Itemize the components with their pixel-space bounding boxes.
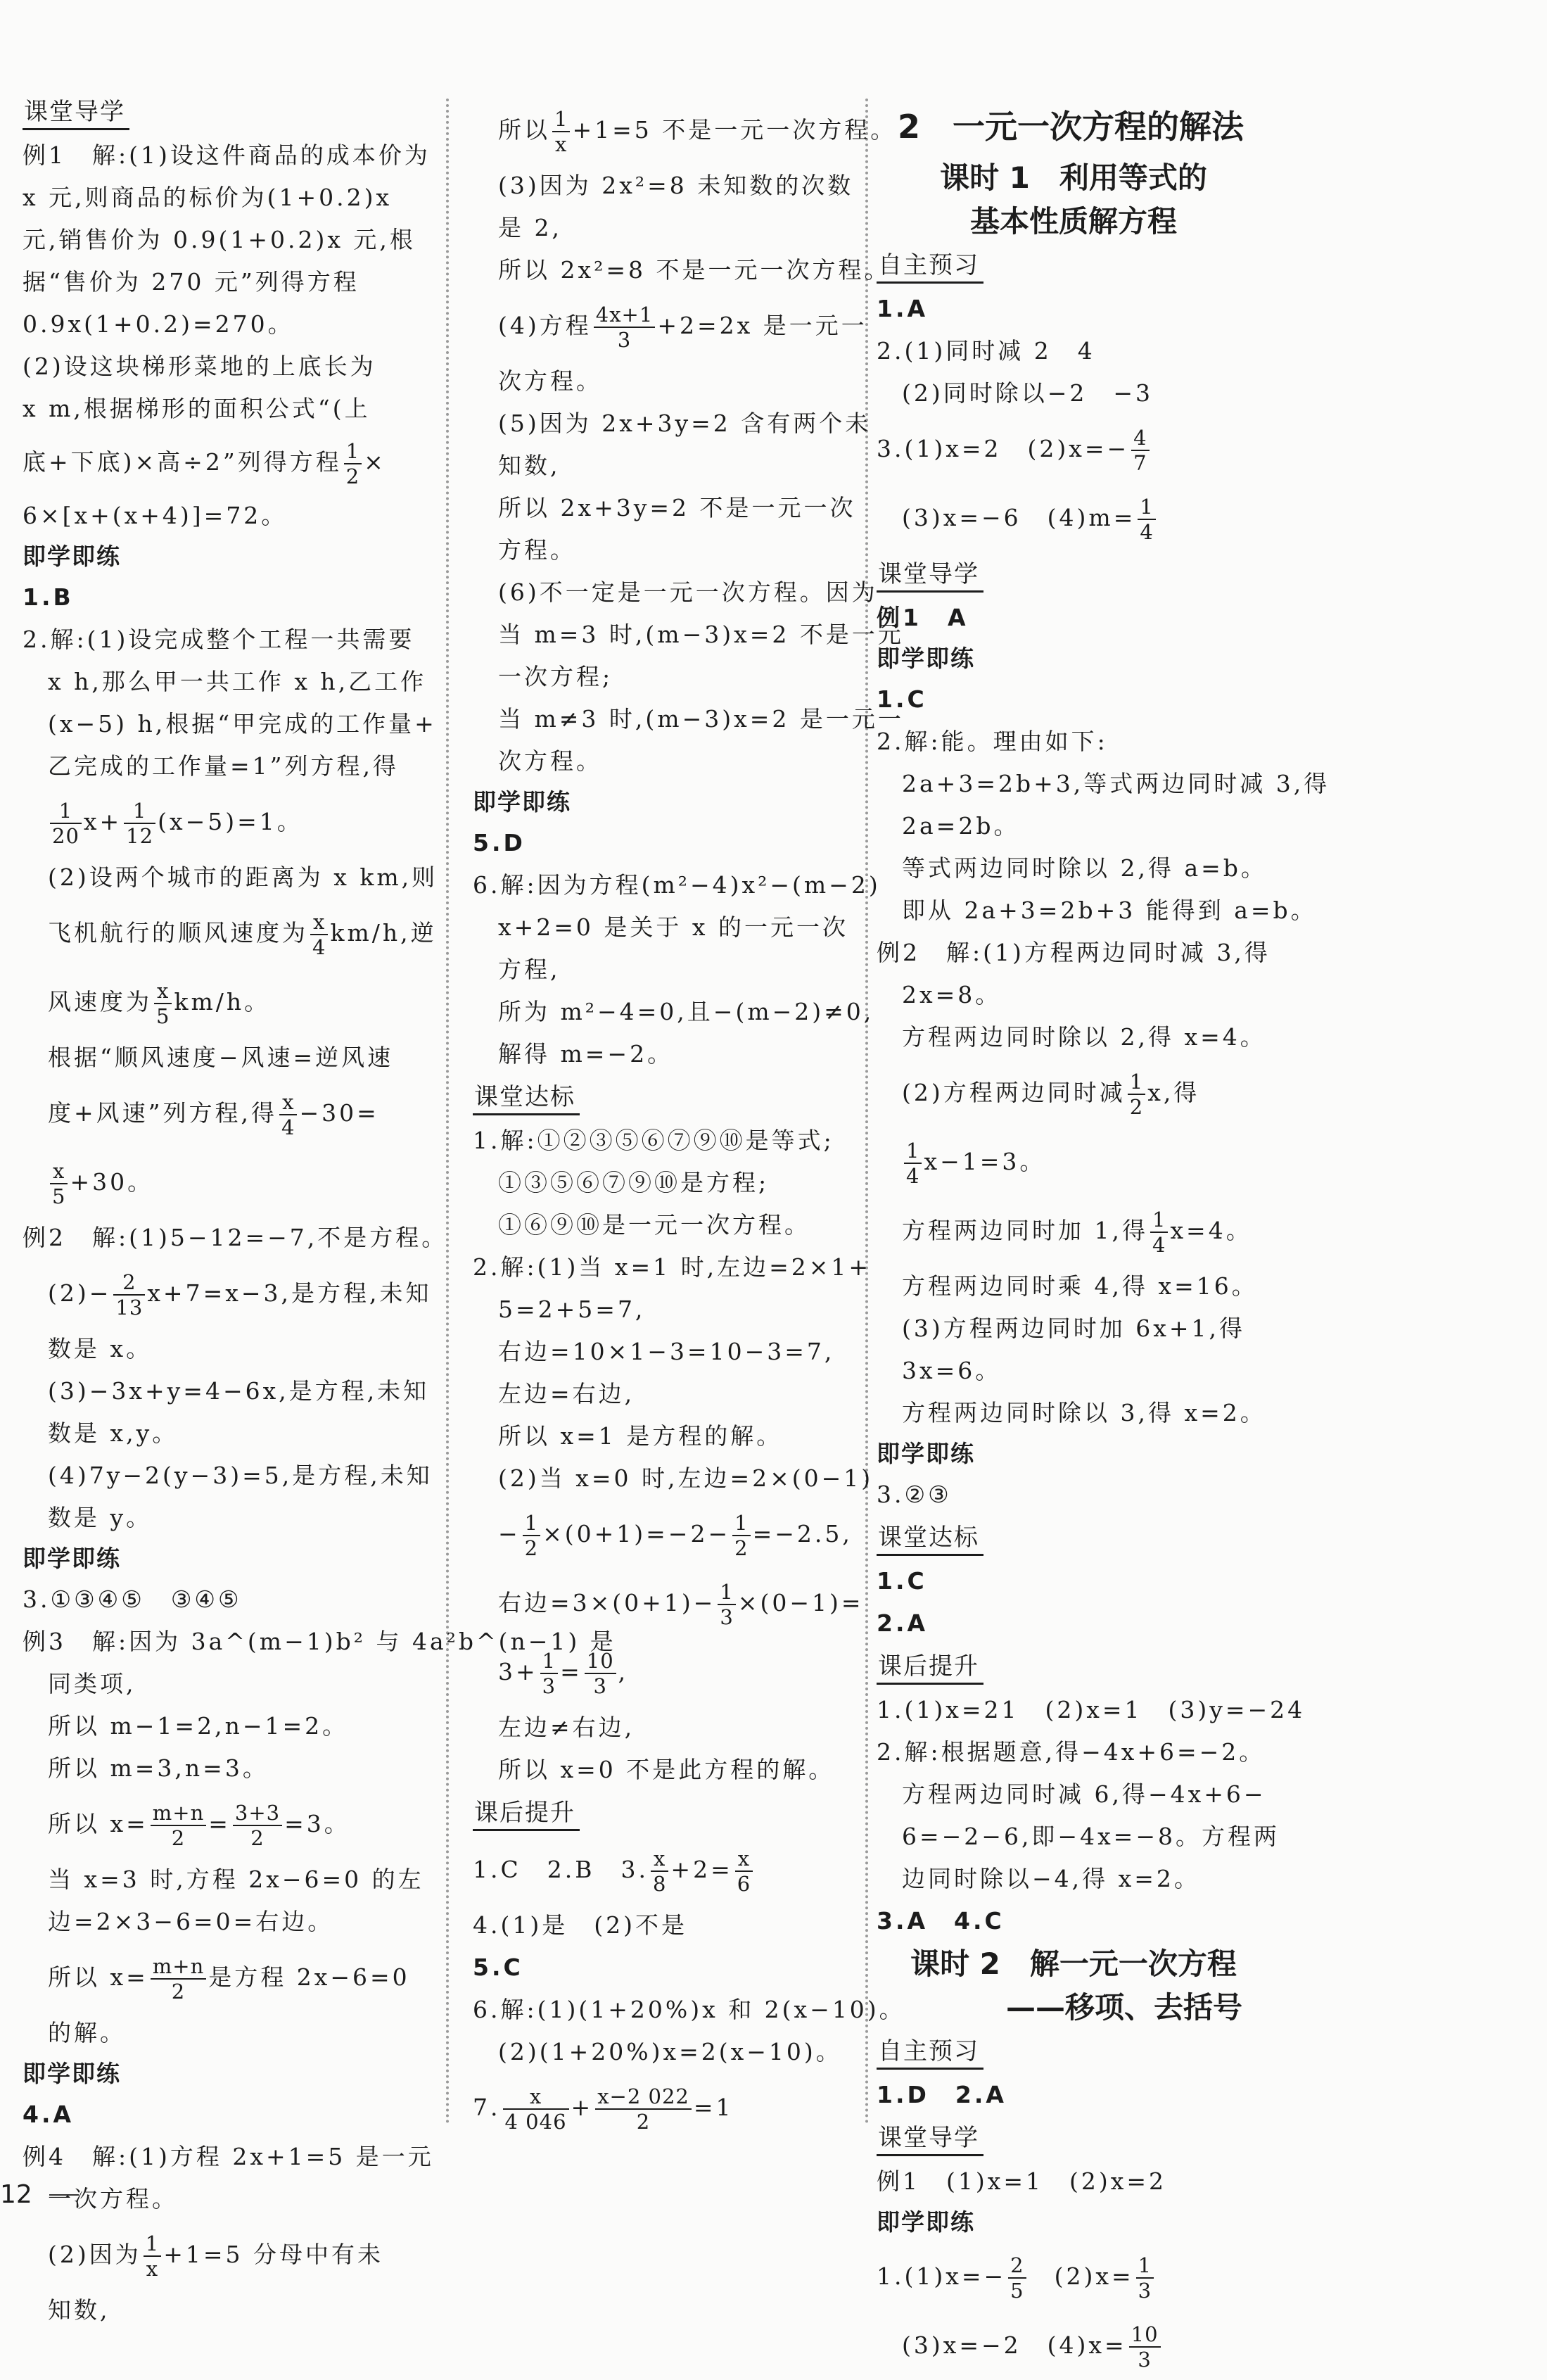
subsection-heading: 即学即练 xyxy=(877,2208,975,2236)
text-line: (3)−3x+y=4−6x,是方程,未知 xyxy=(48,1377,430,1405)
text-line: 即从 2a+3=2b+3 能得到 a=b。 xyxy=(902,897,1317,924)
text-line: 一次方程; xyxy=(498,663,613,690)
lesson-title: 课时 2 解一元一次方程 xyxy=(910,1947,1237,1981)
text-line: 知数, xyxy=(48,2296,110,2324)
fraction: $\frac{4}{7}$ xyxy=(1131,426,1149,475)
text-line: 所以 2x²=8 不是一元一次方程。 xyxy=(498,256,891,284)
subsection-heading: 即学即练 xyxy=(473,788,571,816)
text-line: 底+下底)×高÷2”列得方程 $\frac{1}{2}$ × xyxy=(23,439,386,488)
text-line: 的解。 xyxy=(48,2019,126,2046)
text-line: $\frac{1}{20}$ x+ $\frac{1}{12}$ (x−5)=1。 xyxy=(23,787,429,856)
subsection-heading: 即学即练 xyxy=(877,1440,975,1467)
answer-line: 1.C xyxy=(877,685,927,713)
text-line: (3)x=−2 (4)x= $\frac{10}{3}$ xyxy=(877,2311,1271,2380)
text-line: 2.解:能。理由如下: xyxy=(877,728,1108,755)
text-line: (2)当 x=0 时,左边=2×(0−1) xyxy=(498,1464,874,1492)
text-line: 所以 m−1=2,n−1=2。 xyxy=(48,1712,349,1740)
text-line: 6×[x+(x+4)]=72。 xyxy=(23,502,288,529)
text-line: 数是 x。 xyxy=(48,1335,153,1362)
text-line: 2.解:(1)设完成整个工程一共需要 xyxy=(23,626,415,653)
fraction: $\frac{1}{20}$ xyxy=(50,799,82,848)
text-line: ①⑥⑨⑩是一元一次方程。 xyxy=(498,1211,810,1239)
text-line: 等式两边同时除以 2,得 a=b。 xyxy=(902,854,1267,882)
text-line: (6)不一定是一元一次方程。因为 xyxy=(498,578,878,606)
text-line: (4)方程 $\frac{4x+1}{3}$ +2=2x 是一元一 xyxy=(498,303,867,352)
text-line: 所以 x= $\frac{m+n}{2}$ 是方程 2x−6=0 xyxy=(48,1954,410,2004)
text-line: 方程两边同时除以 2,得 x=4。 xyxy=(902,1023,1266,1051)
text-line: 度+风速”列方程,得 $\frac{x}{4}$ −30= xyxy=(48,1090,379,1139)
fraction: $\frac{1}{3}$ xyxy=(540,1649,558,1698)
subsection-heading: 即学即练 xyxy=(877,645,975,672)
lesson-subtitle: ——移项、去括号 xyxy=(1005,1990,1242,2025)
fraction: $\frac{x}{5}$ xyxy=(154,979,172,1028)
text-line: 乙完成的工作量=1”列方程,得 xyxy=(48,752,400,780)
text-line: ①③⑤⑥⑦⑨⑩是方程; xyxy=(498,1169,770,1196)
text-line: (3)x=−6 (4)m= $\frac{1}{4}$ xyxy=(877,483,1271,552)
section-heading: 课堂导学 xyxy=(23,96,129,130)
text-line: 2.解:(1)当 x=1 时,左边=2×1+ xyxy=(473,1253,872,1281)
text-line: 6.解:因为方程(m²−4)x²−(m−2) xyxy=(473,871,881,899)
text-line: (2)设两个城市的距离为 x km,则 xyxy=(48,863,438,891)
fraction: $\frac{1}{4}$ xyxy=(1150,1208,1168,1257)
section-heading: 课堂达标 xyxy=(473,1081,580,1115)
fraction: $\frac{1}{2}$ xyxy=(1128,1070,1145,1119)
fraction: $\frac{1}{x}$ xyxy=(552,107,570,156)
text-line: (2)− $\frac{2}{13}$ x+7=x−3,是方程,未知 xyxy=(48,1270,432,1319)
fraction: $\frac{x}{5}$ xyxy=(50,1159,68,1208)
text-line: 方程两边同时乘 4,得 x=16。 xyxy=(902,1272,1258,1300)
answer-line: 1.C xyxy=(877,1567,927,1595)
section-heading: 自主预习 xyxy=(877,2035,983,2070)
text-line: 方程。 xyxy=(498,536,576,564)
answer-line: 例1 A xyxy=(877,604,969,631)
fraction: $\frac{1}{2}$ xyxy=(523,1511,540,1560)
text-line: $\frac{x}{5}$ +30。 xyxy=(23,1148,429,1217)
text-line: 所以 x=0 不是此方程的解。 xyxy=(498,1756,835,1783)
text-line: 边=2×3−6=0=右边。 xyxy=(48,1908,334,1935)
page-number: 12 xyxy=(0,2180,32,2209)
section-heading: 课堂导学 xyxy=(877,2122,983,2156)
fraction: $\frac{1}{4}$ xyxy=(904,1139,922,1188)
fraction: $\frac{m+n}{2}$ xyxy=(151,1954,206,2004)
text-line: (2)因为 $\frac{1}{x}$ +1=5 分母中有未 xyxy=(48,2232,383,2281)
text-line: 边同时除以−4,得 x=2。 xyxy=(902,1865,1200,1892)
text-line: 元,销售价为 0.9(1+0.2)x 元,根 xyxy=(23,226,416,253)
text-line: 同类项, xyxy=(48,1670,136,1697)
text-line: 6.解:(1)(1+20%)x 和 2(x−10)。 xyxy=(473,1996,905,2023)
text-line: 左边≠右边, xyxy=(498,1714,635,1741)
text-line: 知数, xyxy=(498,452,561,479)
text-line: 数是 x,y。 xyxy=(48,1419,179,1447)
section-heading: 课后提升 xyxy=(473,1797,580,1831)
subsection-heading: 即学即练 xyxy=(23,1545,121,1572)
text-line: 所以 m=3,n=3。 xyxy=(48,1754,269,1782)
text-line: 2.(1)同时减 2 4 xyxy=(877,337,1095,365)
text-line: 据“售价为 270 元”列得方程 xyxy=(23,268,359,296)
text-line: 方程两边同时减 6,得−4x+6− xyxy=(902,1780,1266,1808)
fraction: $\frac{10}{3}$ xyxy=(1129,2322,1161,2372)
fraction: $\frac{2}{5}$ xyxy=(1008,2253,1026,2303)
fraction: $\frac{2}{13}$ xyxy=(113,1270,145,1319)
text-line: 2.解:根据题意,得−4x+6=−2。 xyxy=(877,1738,1266,1766)
answer-line: 2.A xyxy=(877,1609,929,1637)
column-divider-left xyxy=(446,99,449,2125)
text-line: 当 m≠3 时,(m−3)x=2 是一元一 xyxy=(498,705,904,733)
text-line: 是 2, xyxy=(498,214,562,241)
text-line: 所为 m²−4=0,且−(m−2)≠0, xyxy=(498,998,874,1025)
fraction: $\frac{1}{3}$ xyxy=(718,1580,735,1629)
fraction: $\frac{x-2 022}{2}$ xyxy=(595,2084,692,2134)
answer-line: 3.②③ xyxy=(877,1481,952,1508)
text-line: 方程两边同时加 1,得 $\frac{1}{4}$ x=4。 xyxy=(902,1208,1252,1257)
text-line: (2)设这块梯形菜地的上底长为 xyxy=(23,353,376,380)
text-line: 解得 m=−2。 xyxy=(498,1040,674,1068)
text-line: 0.9x(1+0.2)=270。 xyxy=(23,310,294,338)
text-line: (5)因为 2x+3y=2 含有两个未 xyxy=(498,410,872,437)
text-line: (2)同时除以−2 −3 xyxy=(902,379,1154,407)
answer-line: 1.D 2.A xyxy=(877,2081,1007,2108)
text-line: 1.(1)x=− $\frac{2}{5}$ (2)x= $\frac{1}{3}$ xyxy=(877,2242,1271,2311)
text-line: (2)(1+20%)x=2(x−10)。 xyxy=(498,2038,842,2065)
answer-column-3 xyxy=(877,96,1330,2380)
text-line: 所以 2x+3y=2 不是一元一次 xyxy=(498,494,856,521)
section-heading: 课堂达标 xyxy=(877,1521,983,1556)
text-line: 例3 解:因为 3a^(m−1)b² 与 4a²b^(n−1) 是 xyxy=(23,1628,616,1655)
fraction: $\frac{x}{8}$ xyxy=(651,1847,668,1896)
text-line: 1.C 2.B 3. $\frac{x}{8}$ +2= $\frac{x}{6}$ xyxy=(473,1835,861,1904)
text-line: 2x=8。 xyxy=(902,981,1002,1008)
text-line: x 元,则商品的标价为(1+0.2)x xyxy=(23,184,393,211)
section-heading: 自主预习 xyxy=(877,249,983,284)
section-heading: 课后提升 xyxy=(877,1650,983,1685)
subsection-heading: 即学即练 xyxy=(23,2060,121,2087)
text-line: 方程两边同时除以 3,得 x=2。 xyxy=(902,1399,1266,1426)
fraction: $\frac{x}{4 046}$ xyxy=(503,2084,569,2134)
text-line: (3)方程两边同时加 6x+1,得 xyxy=(902,1315,1245,1342)
answer-line: 3.①③④⑤ ③④⑤ xyxy=(23,1585,242,1613)
subsection-heading: 即学即练 xyxy=(23,543,121,570)
page-number-dash xyxy=(49,2194,79,2196)
text-line: 5=2+5=7, xyxy=(498,1296,646,1323)
fraction: $\frac{1}{4}$ xyxy=(1138,495,1155,544)
text-line: $\frac{1}{4}$ x−1=3。 xyxy=(877,1127,1271,1196)
lesson-title: 课时 1 利用等式的 xyxy=(940,160,1207,195)
text-line: − $\frac{1}{2}$ ×(0+1)=−2− $\frac{1}{2}$ =−2.5, xyxy=(498,1511,853,1560)
text-line: x+2=0 是关于 x 的一元一次 xyxy=(498,913,848,941)
section-heading: 课堂导学 xyxy=(877,558,983,593)
text-line: 所以 x=1 是方程的解。 xyxy=(498,1422,783,1450)
text-line: x m,根据梯形的面积公式“(上 xyxy=(23,395,371,422)
text-line: 例1 解:(1)设这件商品的成本价为 xyxy=(23,141,431,169)
text-line: 右边=3×(0+1)− $\frac{1}{3}$ ×(0−1)= xyxy=(498,1580,864,1629)
text-line: 次方程。 xyxy=(498,367,602,395)
fraction: $\frac{1}{2}$ xyxy=(732,1511,750,1560)
text-line: 7. $\frac{x}{4 046}$ + $\frac{x-2 022}{2}$ =1 xyxy=(473,2084,734,2134)
fraction: $\frac{x}{4}$ xyxy=(279,1090,297,1139)
fraction: $\frac{4x+1}{3}$ xyxy=(594,303,656,352)
text-line: 飞机航行的顺风速度为 $\frac{x}{4}$ km/h,逆 xyxy=(48,910,437,959)
text-line: 一次方程。 xyxy=(48,2185,178,2213)
text-line: 例4 解:(1)方程 2x+1=5 是一元 xyxy=(23,2143,434,2170)
text-line: 方程, xyxy=(498,956,561,983)
fraction: $\frac{3+3}{2}$ xyxy=(233,1801,282,1850)
fraction: $\frac{1}{x}$ xyxy=(144,2232,161,2281)
answer-line: 4.A xyxy=(23,2101,75,2128)
text-line: 当 x=3 时,方程 2x−6=0 的左 xyxy=(48,1866,424,1893)
text-line: 4.(1)是 (2)不是 xyxy=(473,1911,687,1939)
text-line: 当 m=3 时,(m−3)x=2 不是一元 xyxy=(498,621,904,648)
lesson-title: 基本性质解方程 xyxy=(969,204,1177,239)
answer-line: 3.A 4.C xyxy=(877,1907,1005,1935)
text-line: 例2 解:(1)方程两边同时减 3,得 xyxy=(877,939,1271,966)
text-line: x h,那么甲一共工作 x h,乙工作 xyxy=(48,668,427,695)
text-line: 3+ $\frac{1}{3}$ = $\frac{10}{3}$ , xyxy=(498,1649,629,1698)
text-line: 根据“顺风速度−风速=逆风速 xyxy=(48,1044,394,1071)
text-line: (x−5) h,根据“甲完成的工作量+ xyxy=(48,710,437,738)
text-line: 数是 y。 xyxy=(48,1504,153,1531)
fraction: $\frac{m+n}{2}$ xyxy=(151,1801,206,1850)
answer-line: 1.A xyxy=(877,295,929,322)
text-line: 1.解:①②③⑤⑥⑦⑨⑩是等式; xyxy=(473,1127,834,1154)
text-line: 左边=右边, xyxy=(498,1380,635,1407)
text-line: 所以 $\frac{1}{x}$ +1=5 不是一元一次方程。 xyxy=(498,107,897,156)
text-line: 6=−2−6,即−4x=−8。方程两 xyxy=(902,1823,1280,1850)
text-line: 例2 解:(1)5−12=−7,不是方程。 xyxy=(23,1224,448,1251)
fraction: $\frac{1}{3}$ xyxy=(1136,2253,1154,2303)
text-line: 3.(1)x=2 (2)x=− $\frac{4}{7}$ xyxy=(877,414,1271,483)
text-line: 2a=2b。 xyxy=(902,812,1020,840)
text-line: 2a+3=2b+3,等式两边同时减 3,得 xyxy=(902,770,1330,797)
fraction: $\frac{x}{4}$ xyxy=(310,910,328,959)
text-line: 例1 (1)x=1 (2)x=2 xyxy=(877,2167,1166,2195)
answer-line: 1.B xyxy=(23,583,74,611)
fraction: $\frac{x}{6}$ xyxy=(735,1847,753,1896)
answer-line: 5.C xyxy=(473,1954,523,1981)
text-line: (3)因为 2x²=8 未知数的次数 xyxy=(498,172,854,199)
text-line: (2)方程两边同时减 $\frac{1}{2}$ x,得 xyxy=(902,1070,1200,1119)
text-line: (4)7y−2(y−3)=5,是方程,未知 xyxy=(48,1462,433,1489)
fraction: $\frac{10}{3}$ xyxy=(585,1649,616,1698)
text-line: 风速度为 $\frac{x}{5}$ km/h。 xyxy=(48,979,271,1028)
fraction: $\frac{1}{2}$ xyxy=(344,439,362,488)
text-line: 次方程。 xyxy=(498,747,602,775)
text-line: 3x=6。 xyxy=(902,1357,1002,1384)
chapter-title: 2 一元一次方程的解法 xyxy=(898,108,1244,146)
answer-line: 5.D xyxy=(473,829,526,856)
text-line: 1.(1)x=21 (2)x=1 (3)y=−24 xyxy=(877,1696,1306,1723)
text-line: 所以 x= $\frac{m+n}{2}$ = $\frac{3+3}{2}$ =3。 xyxy=(48,1801,350,1850)
fraction: $\frac{1}{12}$ xyxy=(124,799,155,848)
text-line: 右边=10×1−3=10−3=7, xyxy=(498,1338,835,1365)
